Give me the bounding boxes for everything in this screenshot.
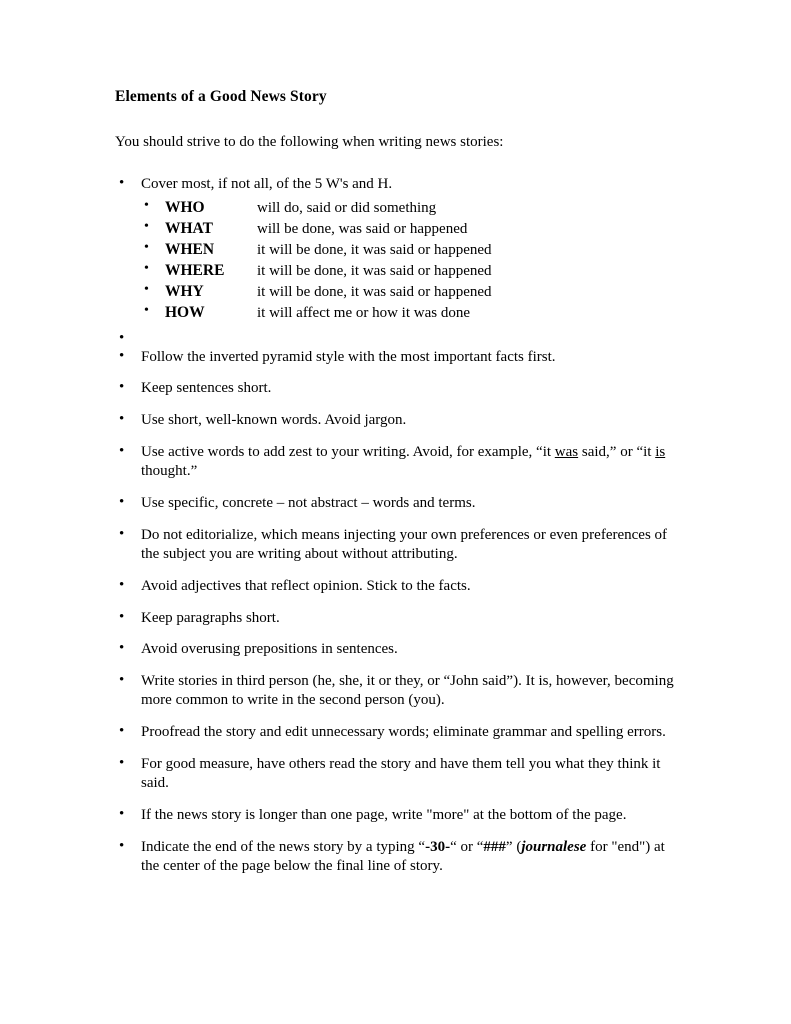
list-item: • Avoid adjectives that reflect opinion. Stick to the facts. — [115, 577, 677, 596]
list-item — [141, 198, 677, 218]
list-item — [141, 282, 677, 302]
active-words-part3: thought.” — [141, 463, 198, 480]
list-item: • Use short, well-known words. Avoid jargon. — [115, 411, 677, 430]
intro-paragraph: You should strive to do the following when writing news stories: — [115, 133, 504, 150]
list-item: • Follow the inverted pyramid style with the most important facts first. — [115, 348, 677, 367]
list-item: • For good measure, have others read the story and have them tell you what they think it said. — [115, 755, 677, 793]
end-tip-part4: for "end") at the center of the page below the final line of story. — [141, 838, 665, 874]
five-ws-list — [141, 198, 677, 323]
w-definition: it will be done, it was said or happened — [257, 284, 492, 301]
w-term: WHERE — [165, 262, 225, 280]
tips-list — [115, 175, 677, 875]
active-words-underline1: was — [554, 444, 579, 461]
list-item — [141, 303, 677, 323]
end-tip-bold1: -30- — [425, 838, 451, 855]
five-ws-heading: Cover most, if not all, of the 5 W's and H. — [141, 176, 393, 193]
active-words-part2: said,” or “it — [578, 444, 656, 461]
list-item: • Do not editorialize, which means injecting your own preferences or even preferences of the subject you are writing about without attributing. — [115, 526, 677, 564]
list-item: • Write stories in third person (he, she, it or they, or “John said”). It is, however, becoming more common to write in the second person (you). — [115, 672, 677, 710]
list-item-active-words — [115, 443, 677, 481]
list-item: • If the news story is longer than one page, write "more" at the bottom of the page. — [115, 806, 677, 825]
active-words-underline2: is — [655, 444, 666, 461]
w-definition: it will be done, it was said or happened — [257, 242, 492, 259]
list-item: • Use specific, concrete – not abstract – words and terms. — [115, 494, 677, 513]
w-definition: will be done, was said or happened — [257, 221, 468, 238]
active-words-part1: Use active words to add zest to your writing. Avoid, for example, “it — [141, 444, 555, 461]
w-definition: it will affect me or how it was done — [257, 305, 471, 322]
w-definition: will do, said or did something — [257, 200, 437, 217]
end-tip-bold2: ### — [483, 838, 506, 855]
end-tip-part1: Indicate the end of the news story by a typing “ — [141, 838, 426, 855]
w-definition: it will be done, it was said or happened — [257, 263, 492, 280]
end-tip-italic1: journalese — [521, 838, 587, 855]
list-item: • Avoid overusing prepositions in sentences. — [115, 640, 677, 659]
page-title: Elements of a Good News Story — [115, 88, 327, 105]
list-item — [141, 219, 677, 239]
w-term: WHO — [165, 199, 205, 217]
list-item-five-ws — [115, 175, 677, 323]
w-term: HOW — [165, 304, 205, 322]
w-term: WHEN — [165, 241, 215, 259]
list-item — [141, 240, 677, 260]
w-term: WHY — [165, 283, 204, 301]
w-term: WHAT — [165, 220, 213, 238]
end-tip-part2: “ or “ — [450, 838, 484, 855]
list-item: • Keep sentences short. — [115, 379, 677, 398]
list-item — [141, 261, 677, 281]
list-item-end-marker — [115, 838, 677, 876]
list-item: • Proofread the story and edit unnecessary words; eliminate grammar and spelling errors. — [115, 723, 677, 742]
document-body — [115, 88, 677, 888]
section-spacer — [115, 330, 677, 348]
list-item: • Keep paragraphs short. — [115, 609, 677, 628]
end-tip-part3: ” ( — [505, 838, 522, 855]
